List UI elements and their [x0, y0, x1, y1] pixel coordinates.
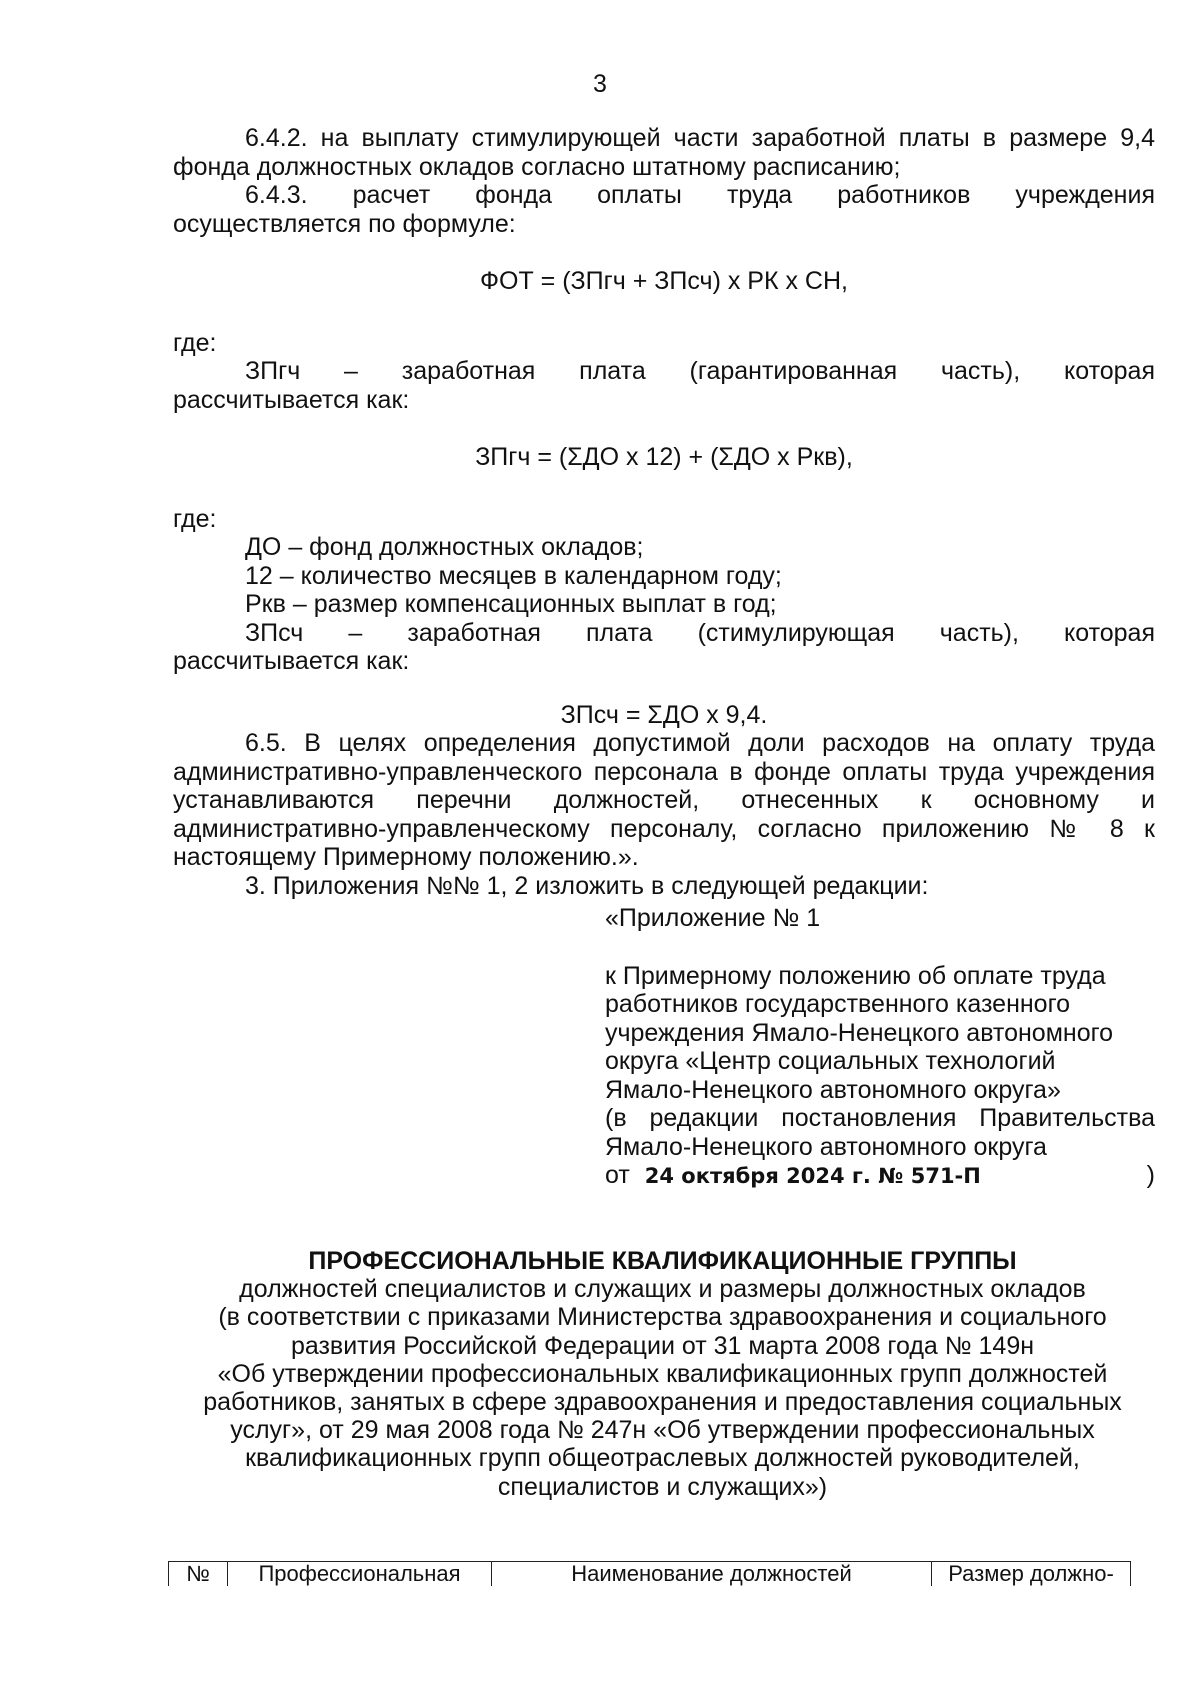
- appendix-from-close: ): [1146, 1161, 1155, 1189]
- formula-zpsch: ЗПсч = ΣДО х 9,4.: [560, 700, 768, 729]
- zpsch-definition-line2: рассчитывается как:: [173, 647, 410, 675]
- appendix-line: (в редакции постановления Правительства: [605, 1104, 1155, 1132]
- paragraph-6-4-3-line1: 6.4.3. расчет фонда оплаты труда работников учреждения: [245, 181, 1155, 209]
- paragraph-6-5: 6.5. В целях определения допустимой доли расходов на оплату труда административно-управленческого персонала в фонде оплаты труда учреждения устанавливаются перечни должностей, отнесенных к основному и административно-управленческому персоналу, согласно приложению № 8 к настоящему Примерному положению.».: [173, 729, 1155, 871]
- section-line: (в соответствии с приказами Министерства здравоохранения и социального: [218, 1303, 1107, 1332]
- appendix-from-date: 24 октября 2024 г. № 571-П: [644, 1164, 981, 1188]
- table-header-salary: Размер должно-: [932, 1562, 1131, 1587]
- section-line: должностей специалистов и служащих и размеры должностных окладов: [239, 1275, 1086, 1304]
- appendix-line: Ямало-Ненецкого автономного округа»: [605, 1075, 1061, 1104]
- appendix-header: [605, 904, 1155, 1191]
- appendix-line: Ямало-Ненецкого автономного округа: [605, 1132, 1047, 1161]
- qualification-table: [168, 1561, 1131, 1586]
- zpgch-definition-line1: ЗПгч – заработная плата (гарантированная часть), которая: [245, 357, 1155, 385]
- table-header-row: [169, 1562, 1131, 1587]
- zpsch-definition-line1: ЗПсч – заработная плата (стимулирующая часть), которая: [245, 618, 1155, 647]
- table-header-group: Профессиональная: [228, 1562, 492, 1587]
- appendix-from-label: от: [605, 1161, 630, 1189]
- appendix-line: работников государственного казенного: [605, 990, 1071, 1018]
- formula-fot: ФОТ = (ЗПгч + ЗПсч) х РК х СН,: [480, 267, 848, 295]
- definition-rkv: Ркв – размер компенсационных выплат в год;: [245, 590, 777, 618]
- page-number: 3: [593, 70, 607, 98]
- where-label-1: где:: [173, 328, 217, 357]
- appendix-from-line: [605, 1161, 1155, 1191]
- formula-zpgch: ЗПгч = (ΣДО х 12) + (ΣДО х Ркв),: [475, 443, 853, 471]
- paragraph-6-4-2: 6.4.2. на выплату стимулирующей части заработной платы в размере 9,4 фонда должностных окладов согласно штатному расписанию;: [173, 124, 1155, 181]
- section-heading: ПРОФЕССИОНАЛЬНЫЕ КВАЛИФИКАЦИОННЫЕ ГРУППЫ: [308, 1247, 1017, 1275]
- appendix-line: к Примерному положению об оплате труда: [605, 961, 1106, 990]
- where-label-2: где:: [173, 504, 217, 533]
- definition-do: ДО – фонд должностных окладов;: [245, 533, 644, 561]
- section-line: работников, занятых в сфере здравоохранения и предоставления социальных: [203, 1388, 1122, 1417]
- zpgch-definition-line2: рассчитывается как:: [173, 385, 410, 414]
- paragraph-3: 3. Приложения №№ 1, 2 изложить в следующей редакции:: [245, 871, 929, 900]
- section-line: услуг», от 29 мая 2008 года № 247н «Об утверждении профессиональных: [230, 1416, 1095, 1445]
- definition-months: 12 – количество месяцев в календарном году;: [245, 561, 782, 590]
- table-header-number: №: [169, 1562, 228, 1587]
- appendix-title: «Приложение № 1: [605, 904, 821, 932]
- section-line: квалификационных групп общеотраслевых должностей руководителей,: [245, 1444, 1080, 1473]
- paragraph-6-4-3-line2: осуществляется по формуле:: [173, 209, 516, 238]
- appendix-line: округа «Центр социальных технологий: [605, 1047, 1056, 1075]
- section-line: «Об утверждении профессиональных квалификационных групп должностей: [217, 1359, 1108, 1388]
- section-title-block: [160, 1247, 1165, 1501]
- table-header-positions: Наименование должностей: [492, 1562, 932, 1587]
- appendix-line: учреждения Ямало-Ненецкого автономного: [605, 1018, 1114, 1047]
- document-body: [173, 124, 1155, 900]
- section-line: специалистов и служащих»): [497, 1472, 828, 1501]
- section-line: развития Российской Федерации от 31 марта 2008 года № 149н: [290, 1331, 1035, 1360]
